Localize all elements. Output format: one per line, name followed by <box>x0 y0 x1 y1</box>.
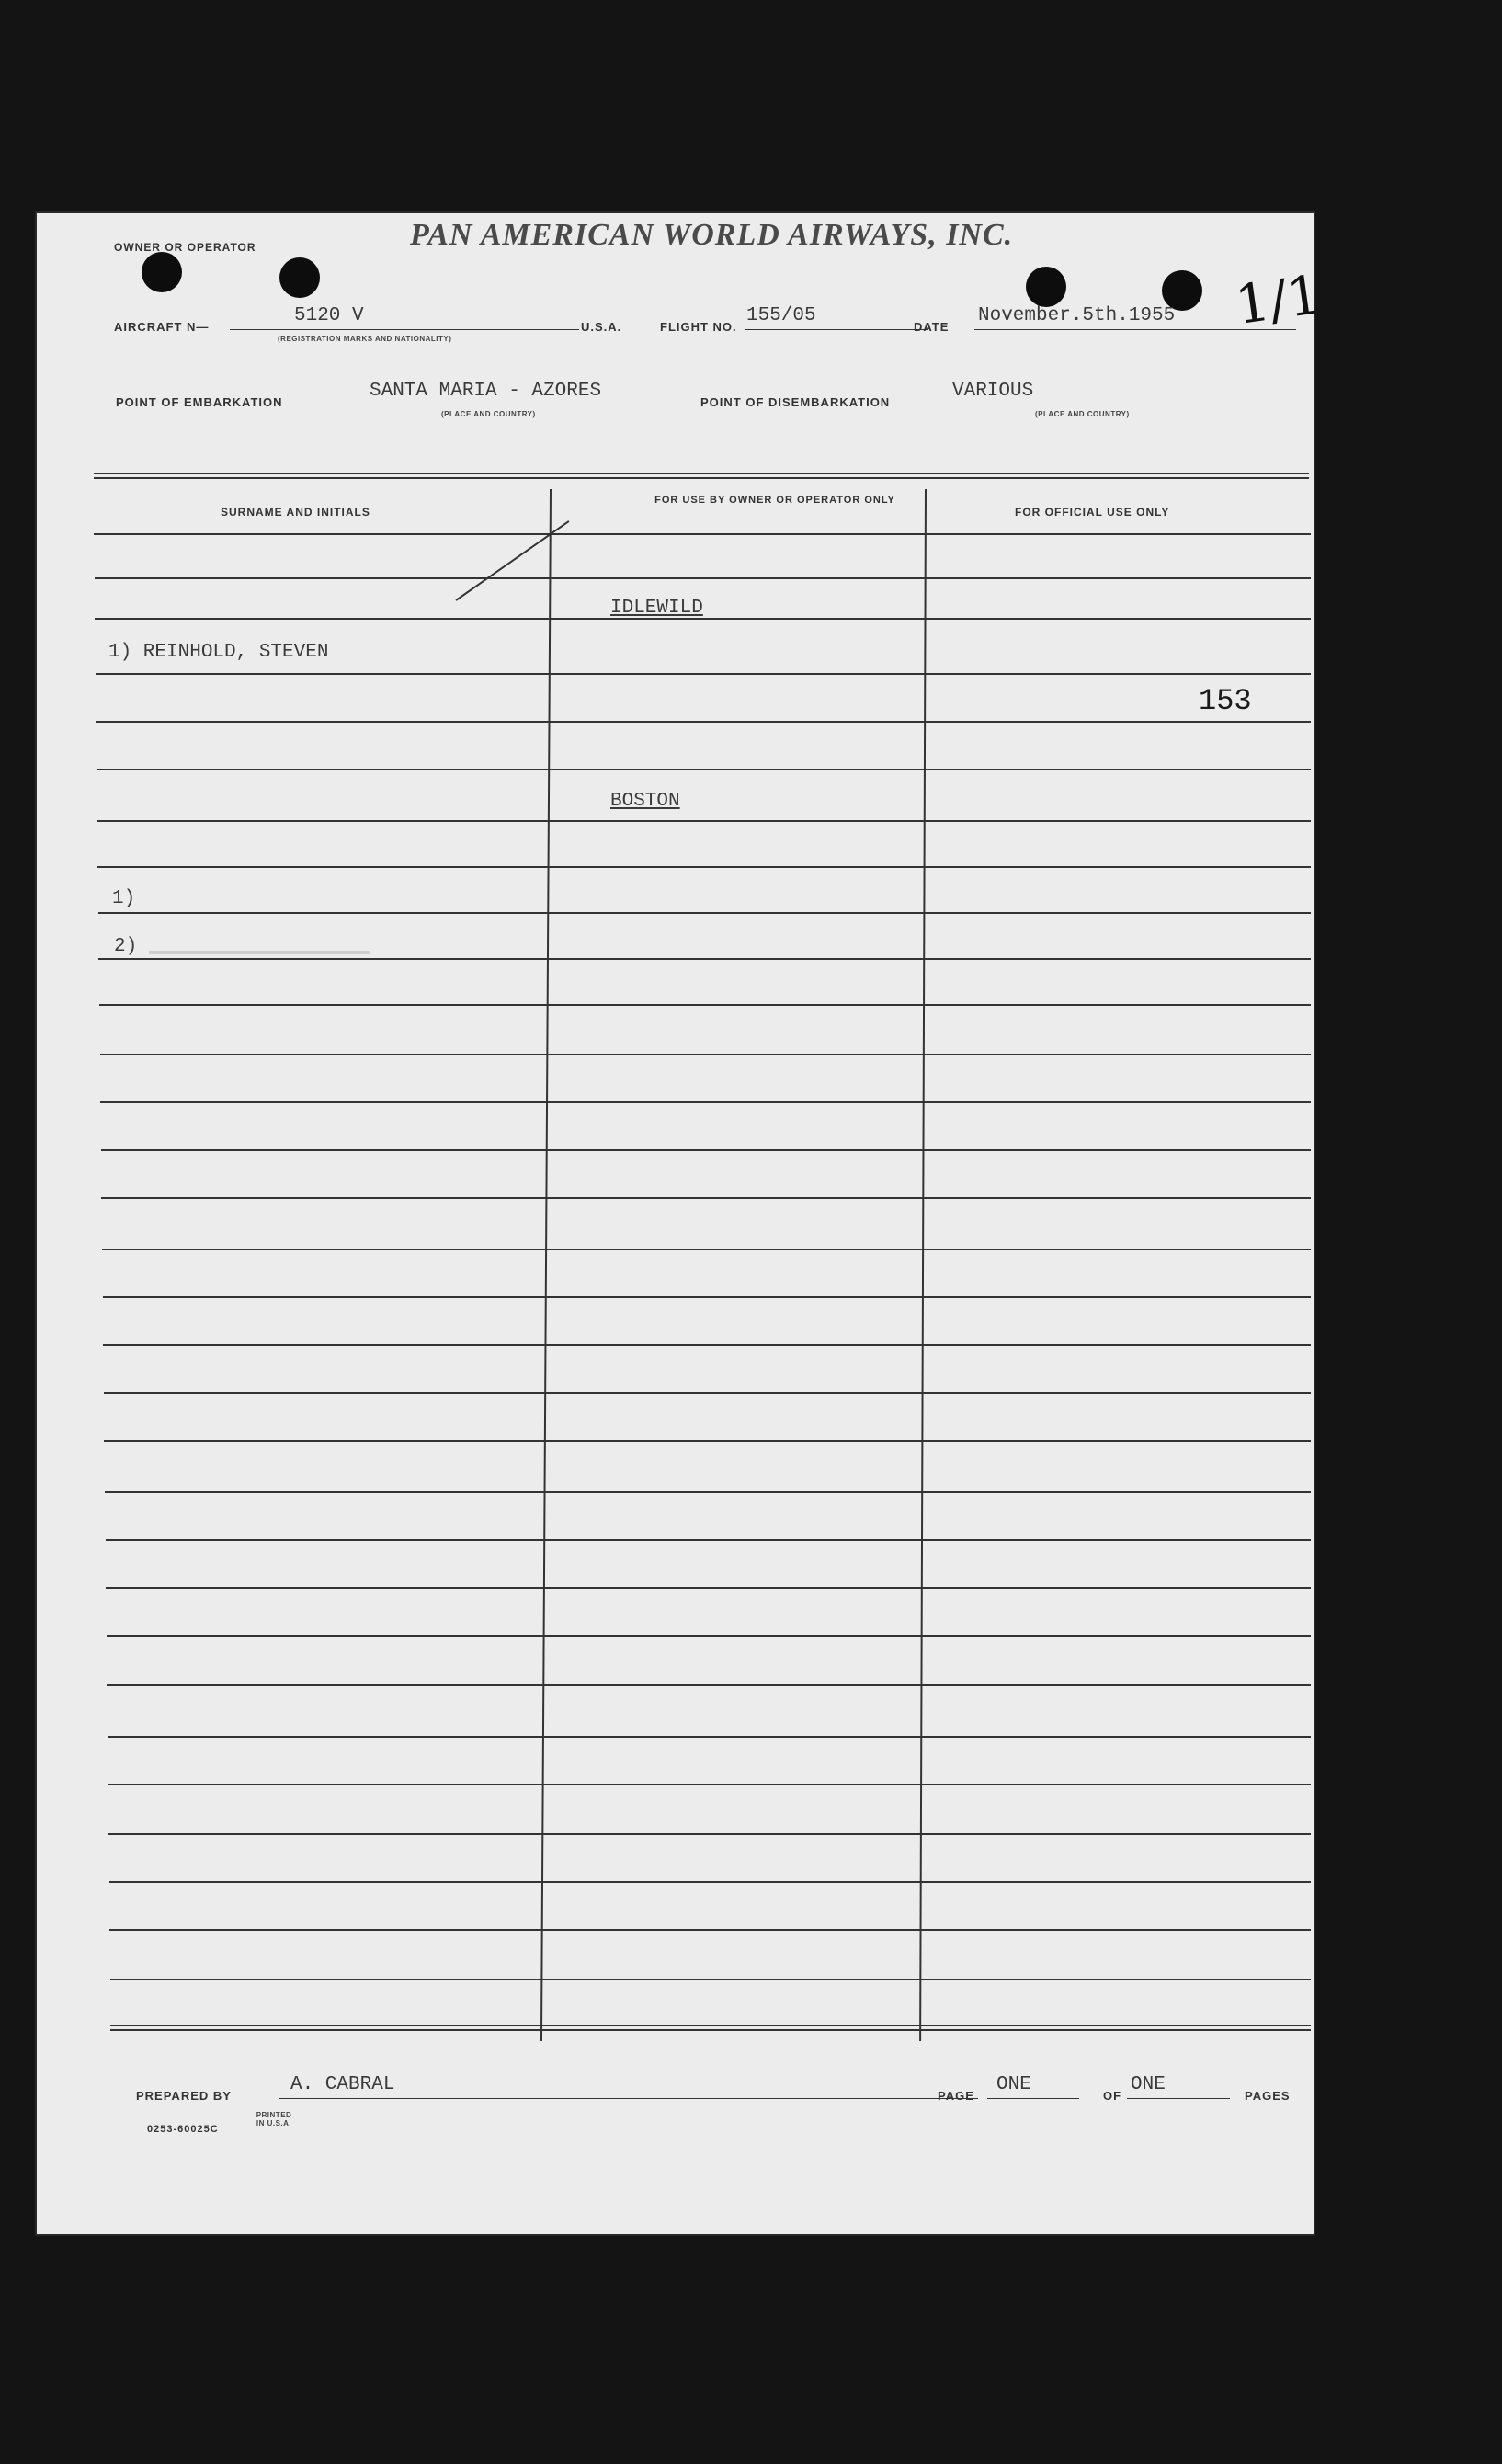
nationality: U.S.A. <box>581 320 622 334</box>
company-name: PAN AMERICAN WORLD AIRWAYS, INC. <box>410 218 1014 252</box>
table-rule <box>100 1101 1311 1103</box>
table-rule <box>103 1296 1311 1298</box>
page-value: ONE <box>996 2074 1031 2095</box>
destination-boston: BOSTON <box>610 791 680 812</box>
table-rule <box>98 912 1311 914</box>
page-underline <box>987 2098 1079 2099</box>
official-number: 153 <box>1199 684 1252 718</box>
passenger-row-1: 1) REINHOLD, STEVEN <box>108 642 329 663</box>
table-rule <box>108 1784 1311 1785</box>
table-rule <box>96 673 1311 675</box>
table-rule <box>107 1684 1311 1686</box>
table-rule <box>107 1635 1311 1637</box>
disembarkation-label: POINT OF DISEMBARKATION <box>700 395 891 409</box>
table-rule <box>101 1149 1311 1151</box>
handwritten-fraction: 1/1 <box>1231 262 1326 337</box>
owner-label: OWNER OR OPERATOR <box>114 241 256 254</box>
page-label: PAGE <box>938 2089 974 2103</box>
manifest-sheet <box>37 213 1326 2234</box>
embarkation-value: SANTA MARIA - AZORES <box>370 381 602 402</box>
table-rule <box>104 1440 1311 1442</box>
table-rule <box>101 1197 1311 1199</box>
table-bottom-rule <box>110 2025 1311 2031</box>
column-header-owner: FOR USE BY OWNER OR OPERATOR ONLY <box>654 495 895 506</box>
table-rule <box>96 721 1311 723</box>
table-rule <box>94 533 1311 535</box>
of-label: OF <box>1103 2089 1122 2103</box>
table-rule <box>108 1833 1311 1835</box>
erased-text <box>149 951 370 954</box>
aircraft-underline <box>230 329 579 330</box>
flight-value: 155/05 <box>746 305 816 326</box>
column-header-official: FOR OFFICIAL USE ONLY <box>1015 506 1170 519</box>
flight-underline <box>745 329 928 330</box>
table-rule <box>109 1881 1311 1883</box>
disembarkation-caption: (PLACE AND COUNTRY) <box>1035 410 1130 418</box>
printed-stamp: PRINTED IN U.S.A. <box>256 2111 292 2127</box>
aircraft-label: AIRCRAFT N— <box>114 320 210 334</box>
passenger-row-boston-1: 1) <box>112 888 136 909</box>
date-value: November.5th.1955 <box>978 305 1176 326</box>
table-rule <box>104 1392 1311 1394</box>
embarkation-caption: (PLACE AND COUNTRY) <box>441 410 536 418</box>
table-rule <box>102 1249 1311 1250</box>
table-rule <box>97 866 1311 868</box>
flight-label: FLIGHT NO. <box>660 320 737 334</box>
table-rule <box>97 769 1311 770</box>
punch-hole <box>279 257 320 298</box>
registration-caption: (REGISTRATION MARKS AND NATIONALITY) <box>278 335 452 343</box>
of-underline <box>1127 2098 1230 2099</box>
table-rule <box>95 577 1311 579</box>
table-top-rule <box>94 473 1309 479</box>
aircraft-value: 5120 V <box>294 305 364 326</box>
prepared-label: PREPARED BY <box>136 2089 232 2103</box>
table-rule <box>99 1004 1311 1006</box>
embarkation-label: POINT OF EMBARKATION <box>116 395 283 409</box>
table-rule <box>100 1054 1311 1055</box>
table-rule <box>98 958 1311 960</box>
form-number: 0253-60025C <box>147 2124 219 2135</box>
destination-idlewild: IDLEWILD <box>610 598 703 619</box>
table-rule <box>105 1491 1311 1493</box>
of-value: ONE <box>1131 2074 1166 2095</box>
table-rule <box>106 1539 1311 1541</box>
punch-hole <box>1026 267 1066 307</box>
prepared-underline <box>279 2098 978 2099</box>
table-rule <box>109 1929 1311 1931</box>
column-header-surname: SURNAME AND INITIALS <box>221 506 370 519</box>
table-rule <box>106 1587 1311 1589</box>
table-rule <box>108 1736 1311 1738</box>
punch-hole <box>142 252 182 292</box>
passenger-row-boston-2: 2) <box>114 936 138 957</box>
table-rule <box>97 820 1311 822</box>
table-rule <box>110 1979 1311 1980</box>
date-label: DATE <box>914 320 950 334</box>
table-rule <box>103 1344 1311 1346</box>
pages-label: PAGES <box>1245 2089 1291 2103</box>
disembarkation-value: VARIOUS <box>952 381 1034 402</box>
prepared-value: A. CABRAL <box>290 2074 395 2095</box>
